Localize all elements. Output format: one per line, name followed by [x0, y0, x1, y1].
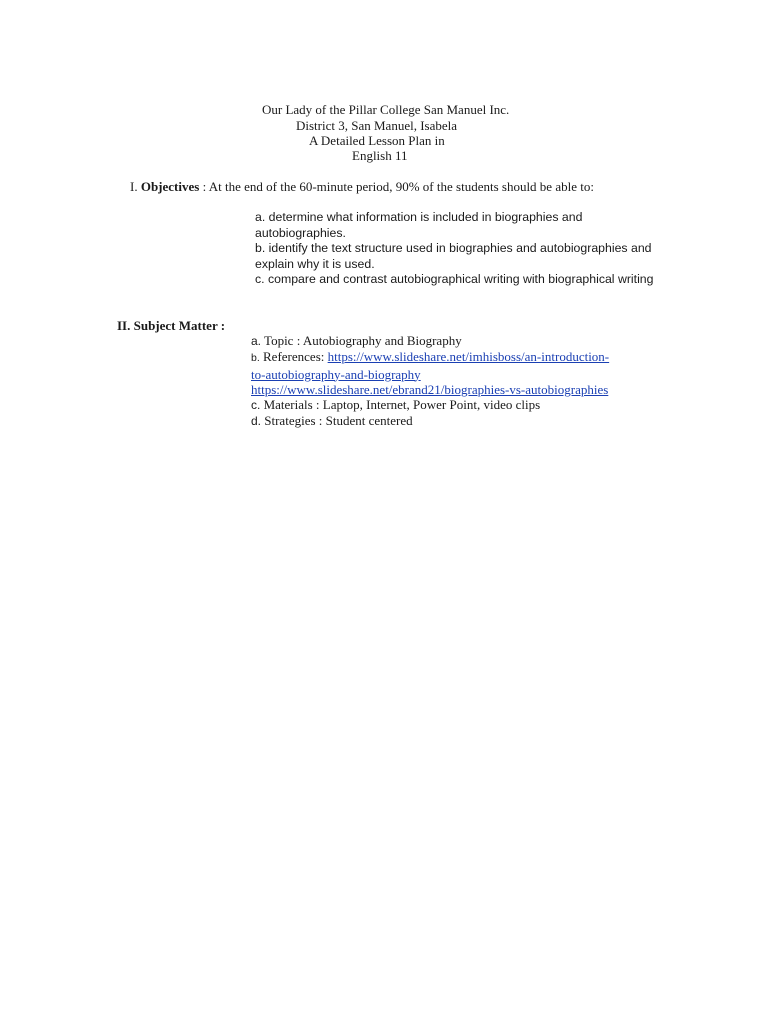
objective-item: c. compare and contrast autobiographical writing with biographical writing [255, 272, 654, 286]
strategies-prefix: d. [251, 414, 262, 429]
subject-matter-list [251, 333, 651, 430]
references-row [251, 349, 651, 366]
subject-title: English 11 [352, 148, 408, 163]
objective-item: a. determine what information is included in biographies and autobiographies. [255, 210, 583, 240]
objectives-list [255, 210, 655, 288]
school-address: District 3, San Manuel, Isabela [296, 118, 458, 133]
materials-text: Materials : Laptop, Internet, Power Point, video clips [260, 397, 541, 413]
lesson-plan-title: A Detailed Lesson Plan in [309, 133, 445, 148]
references-label: References: [259, 349, 328, 365]
objective-item: b. identify the text structure used in biographies and autobiographies and explain why it is used. [255, 241, 652, 271]
reference-link-1-cont[interactable]: to-autobiography-and-biography [251, 366, 421, 382]
strategies-row [251, 413, 651, 429]
topic-text: Topic : Autobiography and Biography [261, 333, 462, 348]
objectives-numeral: I. [130, 179, 138, 194]
references-row-cont [251, 367, 651, 382]
reference-link-2[interactable]: https://www.slideshare.net/ebrand21/biographies-vs-autobiographies [251, 381, 609, 397]
reference-link-1[interactable]: https://www.slideshare.net/imhisboss/an-introduction- [327, 349, 610, 365]
school-name: Our Lady of the Pillar College San Manuel Inc. [262, 102, 510, 117]
objectives-intro [130, 179, 594, 195]
materials-prefix: c. [251, 398, 261, 413]
subject-matter-heading: II. Subject Matter : [117, 318, 226, 333]
topic-row [251, 333, 651, 349]
references-prefix: b. [251, 352, 260, 365]
objectives-label: Objectives [140, 179, 200, 194]
strategies-text: Strategies : Student centered [261, 413, 413, 429]
materials-row [251, 397, 651, 413]
references-row-2 [251, 382, 651, 397]
objectives-text: : At the end of the 60-minute period, 90% of the students should be able to: [199, 179, 594, 194]
topic-prefix: a. [251, 334, 262, 348]
